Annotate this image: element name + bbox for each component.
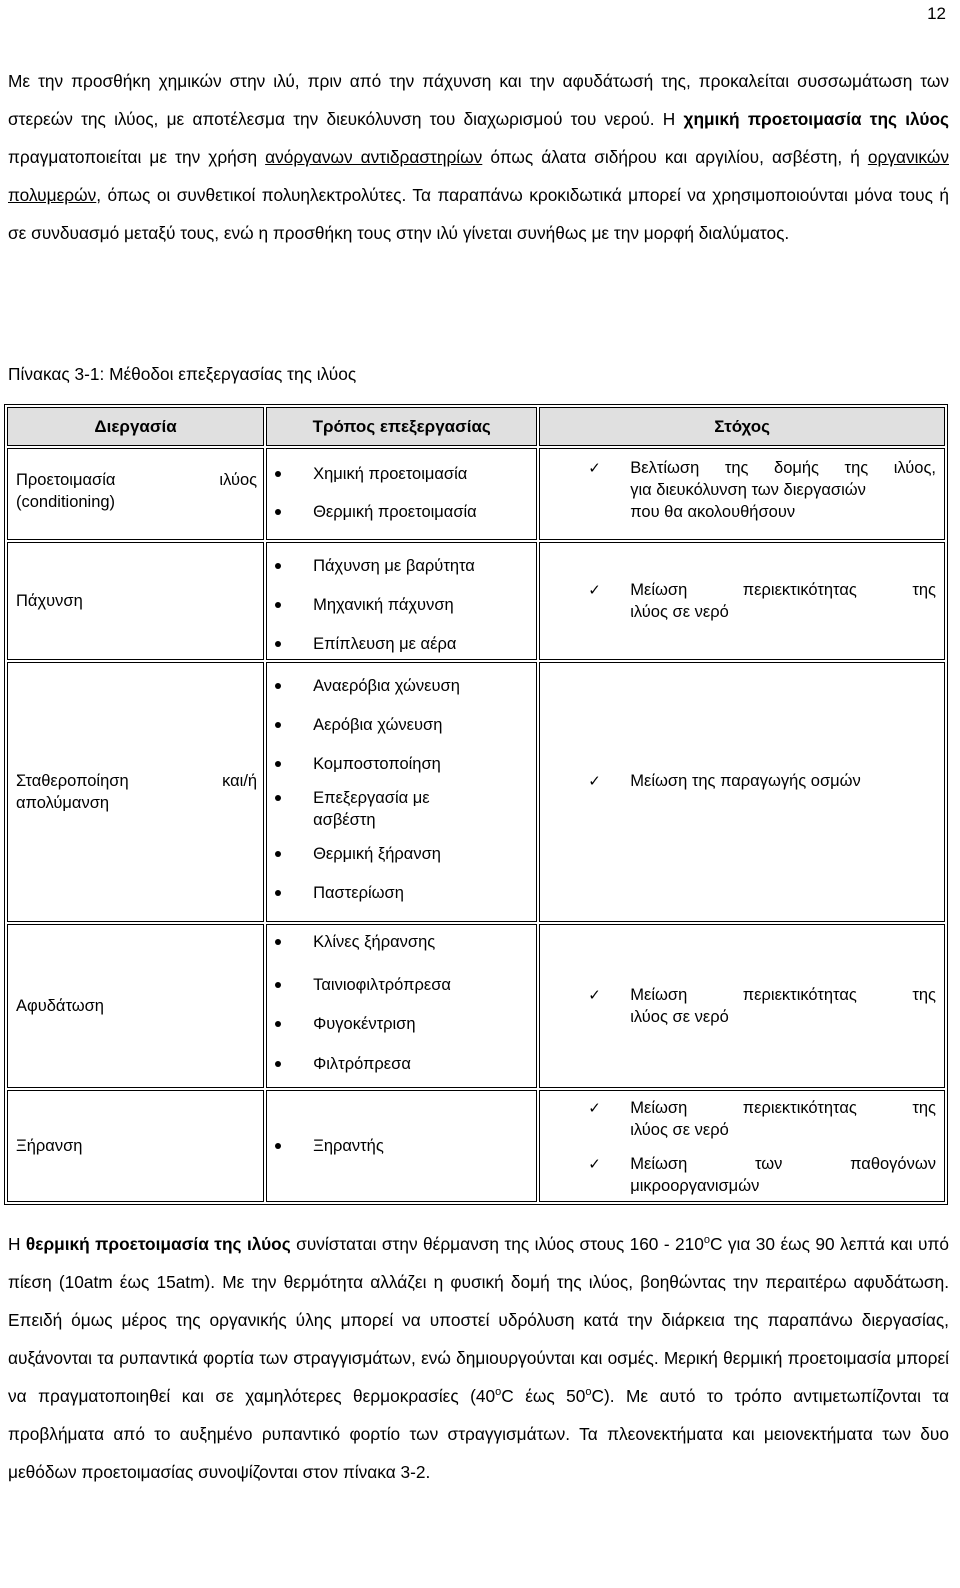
checkmark-icon: ✓	[588, 459, 601, 477]
list-item: Παστερίωση	[267, 882, 536, 904]
checkmark-icon: ✓	[588, 772, 601, 790]
method-cell	[266, 662, 537, 922]
goal-item: ✓ Μείωση περιεκτικότητας της ιλύος σε νερό	[588, 581, 936, 621]
list-item: Αναερόβια χώνευση	[267, 675, 536, 697]
table-row	[7, 1090, 945, 1202]
list-item: Ταινιοφιλτρόπρεσα	[267, 974, 536, 996]
process-name: Σταθεροποίηση και/ή	[16, 772, 258, 790]
table-header-row	[7, 407, 945, 446]
goal-cell	[539, 662, 945, 922]
bold-term: χημική προετοιμασία της ιλύος	[683, 109, 949, 129]
checkmark-icon: ✓	[588, 1155, 601, 1173]
list-item: Κλίνες ξήρανσης	[267, 931, 536, 953]
underlined-term: οργανικών πολυμερών	[8, 147, 949, 205]
method-cell	[266, 924, 537, 1088]
checkmark-icon: ✓	[588, 986, 601, 1004]
method-cell	[266, 542, 537, 660]
table-row	[7, 448, 945, 540]
intro-paragraph: Με την προσθήκη χημικών στην ιλύ, πριν από την πάχυνση και την αφυδάτωσή της, προκαλείται συσσωμάτωση των στερεών της ιλύος, με αποτέλεσμα την διευκόλυνση του διαχωρισμού του νερού. Η χημική προετοιμασία της ιλύος πραγματοποιείται με την χρήση ανόργανων αντιδραστηρίων όπως άλατα σιδήρου και αργιλίου, ασβέστη, ή οργανικών πολυμερών, όπως οι συνθετικοί πολυηλεκτρολύτες. Τα παραπάνω κροκιδωτικά μπορεί να χρησιμοποιούνται μόνα τους ή σε συνδυασμό μεταξύ τους, ενώ η προσθήκη τους στην ιλύ γίνεται συνήθως με την μορφή διαλύματος.	[8, 71, 949, 243]
process-cell	[7, 924, 264, 1088]
table-row	[7, 542, 945, 660]
list-item: Αερόβια χώνευση	[267, 714, 536, 736]
process-name: Προετοιμασία ιλύος	[16, 471, 258, 489]
list-item: Θερμική ξήρανση	[267, 843, 536, 865]
table-caption: Πίνακας 3-1: Μέθοδοι επεξεργασίας της ιλύος	[8, 364, 357, 384]
checkmark-icon: ✓	[588, 1099, 601, 1117]
goal-item: ✓ Μείωση των παθογόνων μικροοργανισμών	[588, 1155, 936, 1195]
table-row	[7, 662, 945, 922]
list-item: Ξηραντής	[267, 1135, 536, 1157]
sludge-methods-table	[4, 404, 948, 1204]
header-method: Τρόπος επεξεργασίας	[266, 407, 537, 446]
method-cell	[266, 1090, 537, 1202]
goal-item: ✓ Μείωση περιεκτικότητας της ιλύος σε νερό	[588, 1099, 936, 1139]
bold-term: θερμική προετοιμασία της ιλύος	[25, 1234, 291, 1254]
process-name-detail: (conditioning)	[16, 493, 116, 511]
list-item: Πάχυνση με βαρύτητα	[267, 555, 536, 577]
process-name: Πάχυνση	[16, 592, 83, 610]
goal-cell	[539, 924, 945, 1088]
process-name: Αφυδάτωση	[16, 997, 104, 1015]
goal-cell	[539, 542, 945, 660]
list-item: Επεξεργασία με ασβέστη	[267, 787, 463, 831]
goal-cell	[539, 1090, 945, 1202]
process-name-detail: απολύμανση	[16, 794, 110, 812]
header-goal: Στόχος	[539, 407, 945, 446]
goal-cell	[539, 448, 945, 540]
checkmark-icon: ✓	[588, 581, 601, 599]
goal-item: ✓ Μείωση περιεκτικότητας της ιλύος σε νερό	[588, 986, 936, 1026]
goal-item: ✓ Βελτίωση της δομής της ιλύος, για διευκόλυνση των διεργασιών που θα ακολουθήσουν	[588, 459, 936, 521]
process-cell	[7, 448, 264, 540]
process-cell	[7, 662, 264, 922]
underlined-term: ανόργανων αντιδραστηρίων	[265, 147, 483, 167]
list-item: Φυγοκέντριση	[267, 1013, 536, 1035]
list-item: Κομποστοποίηση	[267, 753, 536, 775]
list-item: Επίπλευση με αέρα	[267, 633, 536, 655]
process-cell	[7, 1090, 264, 1202]
method-cell	[266, 448, 537, 540]
thermal-conditioning-paragraph: Η θερμική προετοιμασία της ιλύος συνίσταται στην θέρμανση της ιλύος στους $160 - 210^oC$ για 30 έως 90 λεπτά και υπό πίεση (10atm έως 15atm). Με την θερμότητα αλλάζει η φυσική δομή της ιλύος, βοηθώντας την περαιτέρω αφυδάτωση. Επειδή όμως μέρος της οργανικής ύλης μπορεί να υποστεί υδρόλυση κατά την διάρκεια της παραπάνω διεργασίας, αυξάνονται τα ρυπαντικά φορτία των στραγγισμάτων, ενώ δημιουργούνται και οσμές. Μερική θερμική προετοιμασία μπορεί να πραγματοποιηθεί και σε χαμηλότερες θερμοκρασίες ($40^oC$ έως $50^oC$). Με αυτό το τρόπο αντιμετωπίζονται τα προβλήματα από το αυξημένο ρυπαντικό φορτίο των στραγγισμάτων. Τα πλεονεκτήματα και μειονεκτήματα των δυο μεθόδων προετοιμασίας συνοψίζονται στον πίνακα 3-2.	[8, 1234, 949, 1482]
list-item: Μηχανική πάχυνση	[267, 594, 536, 616]
goal-item: ✓ Μείωση της παραγωγής οσμών	[588, 772, 861, 790]
process-name: Ξήρανση	[16, 1137, 83, 1155]
page-number: 12	[927, 4, 946, 23]
table-row	[7, 924, 945, 1088]
header-process: Διεργασία	[7, 407, 264, 446]
process-cell	[7, 542, 264, 660]
list-item: Θερμική προετοιμασία	[267, 501, 536, 523]
list-item: Χημική προετοιμασία	[267, 463, 536, 485]
list-item: Φιλτρόπρεσα	[267, 1053, 536, 1075]
